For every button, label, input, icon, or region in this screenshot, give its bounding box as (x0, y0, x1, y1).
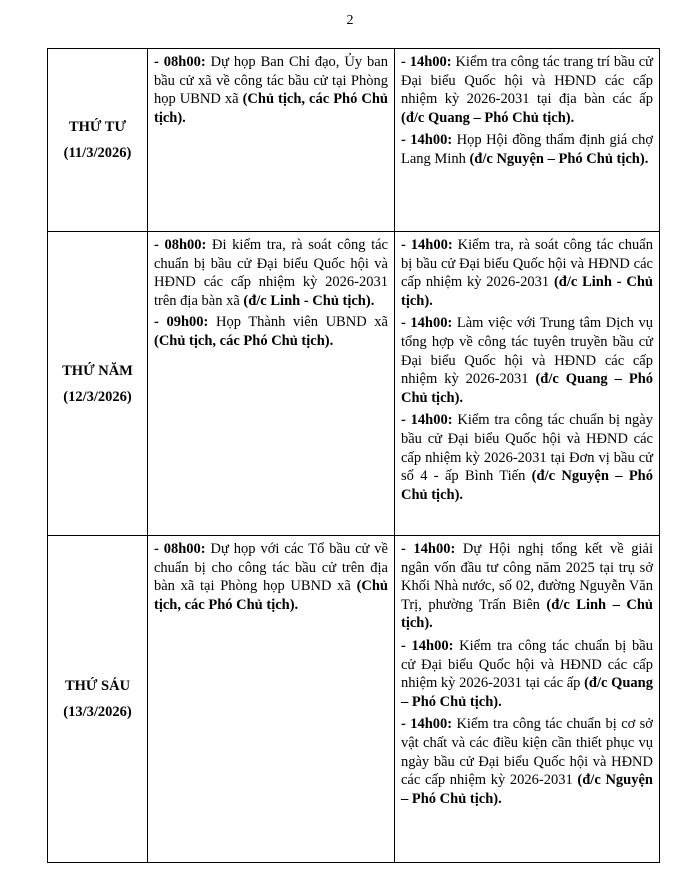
entry-text: Dự Hội nghị tổng kết về giải ngân vốn đầu tư công năm 2025 tại trụ sở Khối Nhà nước, số 02, đường Nguyễn Văn Trị, phường Trấn Biên (401, 541, 654, 613)
afternoon-cell (395, 536, 660, 863)
schedule-entry (148, 49, 394, 127)
entry-person: (Chủ tịch, các Phó Chủ tịch). (154, 578, 388, 613)
entry-person: (đ/c Nguyện – Phó Chủ tịch). (469, 150, 649, 167)
afternoon-cell (395, 49, 660, 232)
entry-person: (đ/c Linh - Chủ tịch). (243, 292, 375, 309)
entry-time: - 09h00: (154, 314, 209, 331)
schedule-row (48, 49, 660, 232)
schedule-entry (395, 407, 659, 504)
entry-person: (đ/c Nguyện – Phó Chủ tịch). (401, 468, 653, 503)
day-cell (48, 49, 148, 232)
morning-cell (148, 49, 395, 232)
page-number: 2 (346, 13, 354, 28)
schedule-entry (395, 536, 659, 633)
day-date: (11/3/2026) (63, 145, 132, 161)
entry-text: Kiểm tra, rà soát công tác chuẩn bị bầu cử Đại biểu Quốc hội và HĐND các cấp nhiệm kỳ 2026-2031 (401, 237, 653, 291)
entry-time: - 08h00: (154, 541, 206, 557)
entry-time: - 14h00: (401, 716, 453, 733)
schedule-row (48, 536, 660, 863)
day-cell (48, 536, 148, 863)
schedule-entry (148, 536, 394, 614)
schedule-entry (395, 49, 659, 127)
entry-text: Kiểm tra công tác chuẩn bị bầu cử Đại biểu Quốc hội và HĐND các cấp nhiệm kỳ 2026-2031 tại các ấp (401, 637, 653, 692)
entry-text: Họp Hội đồng thẩm định giá chợ Lang Minh (401, 132, 653, 167)
entry-time: - 14h00: (401, 237, 453, 253)
schedule-table (47, 48, 660, 863)
entry-text: Kiểm tra công tác chuẩn bị cơ sở vật chất và các điều kiện cần thiết phục vụ ngày bầu cử Đại biểu Quốc hội và HĐND các cấp nhiệm kỳ 2026-2031 (401, 716, 653, 789)
day-date: (13/3/2026) (63, 704, 132, 720)
entry-text: Làm việc với Trung tâm Dịch vụ tổng hợp về công tác tuyên truyền bầu cử Đại biểu Quốc hội và HĐND các cấp nhiệm kỳ 2026-2031 (401, 315, 653, 388)
entry-text: Kiểm tra công tác chuẩn bị ngày bầu cử Đại biểu Quốc hội và HĐND các cấp nhiệm kỳ 2026-2031 tại Đơn vị bầu cử số 4 - ấp Bình Tiến (401, 412, 653, 485)
schedule-entry (395, 232, 659, 310)
afternoon-cell (395, 232, 660, 536)
entry-person: (đ/c Linh – Chủ tịch). (401, 596, 653, 632)
schedule-row (48, 232, 660, 536)
entry-person: (đ/c Quang – Phó Chủ tịch). (401, 109, 575, 126)
entry-text: Dự họp Ban Chỉ đạo, Ủy ban bầu cử xã về công tác bầu cử tại Phòng họp UBND xã (154, 54, 388, 108)
entry-person: (Chủ tịch, các Phó Chủ tịch). (154, 91, 388, 126)
entry-time: - 14h00: (401, 637, 454, 654)
entry-time: - 14h00: (401, 541, 456, 557)
morning-cell (148, 536, 395, 863)
schedule-entry (395, 633, 659, 711)
schedule-entry (148, 232, 394, 310)
entry-time: - 14h00: (401, 315, 453, 332)
entry-time: - 08h00: (154, 54, 206, 70)
day-date: (12/3/2026) (63, 388, 132, 405)
entry-text: Họp Thành viên UBND xã (208, 314, 388, 331)
morning-cell (148, 232, 395, 536)
entry-text: Kiểm tra công tác trang trí bầu cử Đại biểu Quốc hội và HĐND các cấp nhiệm kỳ 2026-2031 tại địa bàn các ấp (401, 54, 653, 108)
day-name: THỨ NĂM (62, 362, 133, 379)
entry-text: Dự họp với các Tổ bầu cử về chuẩn bị cho công tác bầu cử trên địa bàn xã tại Phòng họp UBND xã (154, 541, 388, 595)
entry-time: - 08h00: (154, 237, 207, 253)
schedule-entry (395, 127, 659, 168)
entry-time: - 14h00: (401, 412, 453, 429)
day-name: THỨ SÁU (64, 678, 131, 694)
schedule-entry (148, 310, 394, 350)
entry-person: (đ/c Linh - Chủ tịch). (401, 274, 653, 309)
entry-text: Đi kiểm tra, rà soát công tác chuẩn bị bầu cử Đại biểu Quốc hội và HĐND các cấp nhiệm kỳ 2026-2031 trên địa bàn xã (154, 237, 388, 309)
entry-person: (Chủ tịch, các Phó Chủ tịch). (154, 332, 334, 349)
entry-time: - 14h00: (401, 54, 452, 70)
day-name: THỨ TƯ (68, 119, 127, 135)
entry-person: (đ/c Quang – Phó Chủ tịch). (401, 675, 653, 710)
schedule-entry (395, 711, 659, 808)
entry-person: (đ/c Quang – Phó Chủ tịch). (401, 371, 654, 406)
day-cell (48, 232, 148, 536)
entry-time: - 14h00: (401, 132, 453, 149)
schedule-entry (395, 310, 659, 407)
entry-person: (đ/c Nguyện – Phó Chủ tịch). (401, 772, 653, 807)
